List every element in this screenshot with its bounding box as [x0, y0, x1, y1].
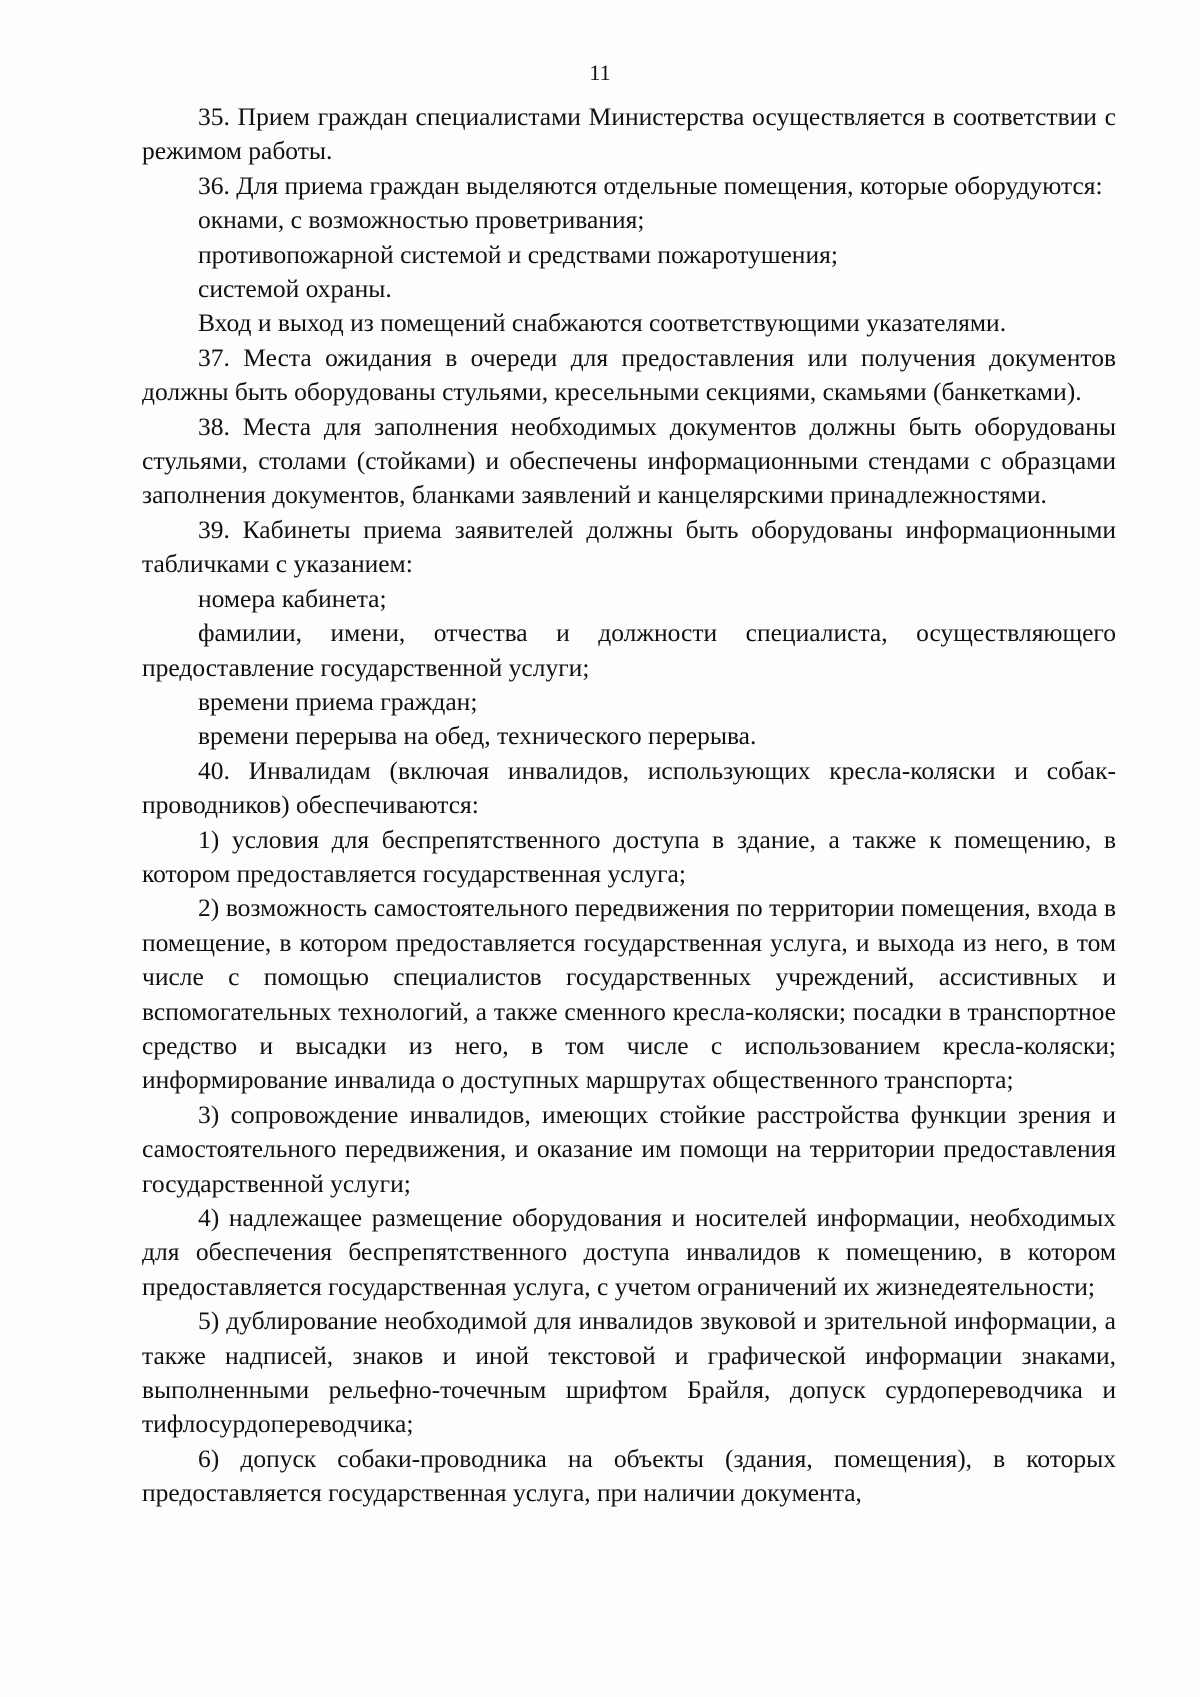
list-item-6: 6) допуск собаки-проводника на объекты (здания, помещения), в которых предоставляется государственная услуга, при наличии документа,: [142, 1443, 1116, 1508]
list-item-fire-system: противопожарной системой и средствами пожаротушения;: [198, 239, 838, 269]
page-number: 11: [589, 60, 611, 85]
paragraph-37: 37. Места ожидания в очереди для предоставления или получения документов должны быть оборудованы стульями, кресельными секциями, скамьями (банкетками).: [142, 342, 1116, 407]
paragraph-39: 39. Кабинеты приема заявителей должны быть оборудованы информационными табличками с указанием:: [142, 514, 1116, 579]
list-item-3: 3) сопровождение инвалидов, имеющих стойкие расстройства функции зрения и самостоятельного передвижения, и оказание им помощи на территории предоставления государственной услуги;: [142, 1099, 1116, 1198]
list-item-windows: окнами, с возможностью проветривания;: [198, 205, 645, 235]
list-item-break-time: времени перерыва на обед, технического перерыва.: [198, 721, 757, 751]
paragraph-38: 38. Места для заполнения необходимых документов должны быть оборудованы стульями, столами (стойками) и обеспечены информационными стендами с образцами заполнения документов, бланками заявлений и канцелярскими принадлежностями.: [142, 411, 1116, 510]
list-item-2: 2) возможность самостоятельного передвижения по территории помещения, входа в помещение, в котором предоставляется государственная услуга, и выхода из него, в том числе с помощью специалистов государственных учреждений, ассистивных и вспомогательных технологий, а также сменного кресла-коляски; посадки в транспортное средство и высадки из него, в том числе с использованием кресла-коляски; информирование инвалида о доступных маршрутах общественного транспорта;: [142, 893, 1116, 1095]
list-item-reception-time: времени приема граждан;: [198, 686, 478, 716]
paragraph-35: 35. Прием граждан специалистами Министерства осуществляется в соответствии с режимом работы.: [142, 102, 1116, 166]
document-body: [142, 100, 1116, 1511]
list-item-specialist-name: фамилии, имени, отчества и должности специалиста, осуществляющего предоставление государственной услуги;: [142, 618, 1116, 682]
list-item-security-system: системой охраны.: [198, 274, 392, 304]
list-item-room-number: номера кабинета;: [198, 583, 387, 613]
list-item-4: 4) надлежащее размещение оборудования и носителей информации, необходимых для обеспечения беспрепятственного доступа инвалидов к помещению, в котором предоставляется государственная услуга, с учетом ограничений их жизнедеятельности;: [142, 1203, 1116, 1301]
paragraph-36: 36. Для приема граждан выделяются отдельные помещения, которые оборудуются:: [198, 170, 1103, 200]
paragraph-40: 40. Инвалидам (включая инвалидов, использующих кресла-коляски и собак-проводников) обеспечиваются:: [142, 755, 1116, 820]
paragraph-entrance-signs: Вход и выход из помещений снабжаются соответствующими указателями.: [198, 308, 1007, 338]
list-item-1: 1) условия для беспрепятственного доступа в здание, а также к помещению, в котором предоставляется государственная услуга;: [142, 824, 1116, 888]
list-item-5: 5) дублирование необходимой для инвалидов звуковой и зрительной информации, а также надписей, знаков и иной текстовой и графической информации знаками, выполненными рельефно-точечным шрифтом Брайля, допуск сурдопереводчика и тифлосурдопереводчика;: [142, 1306, 1116, 1439]
